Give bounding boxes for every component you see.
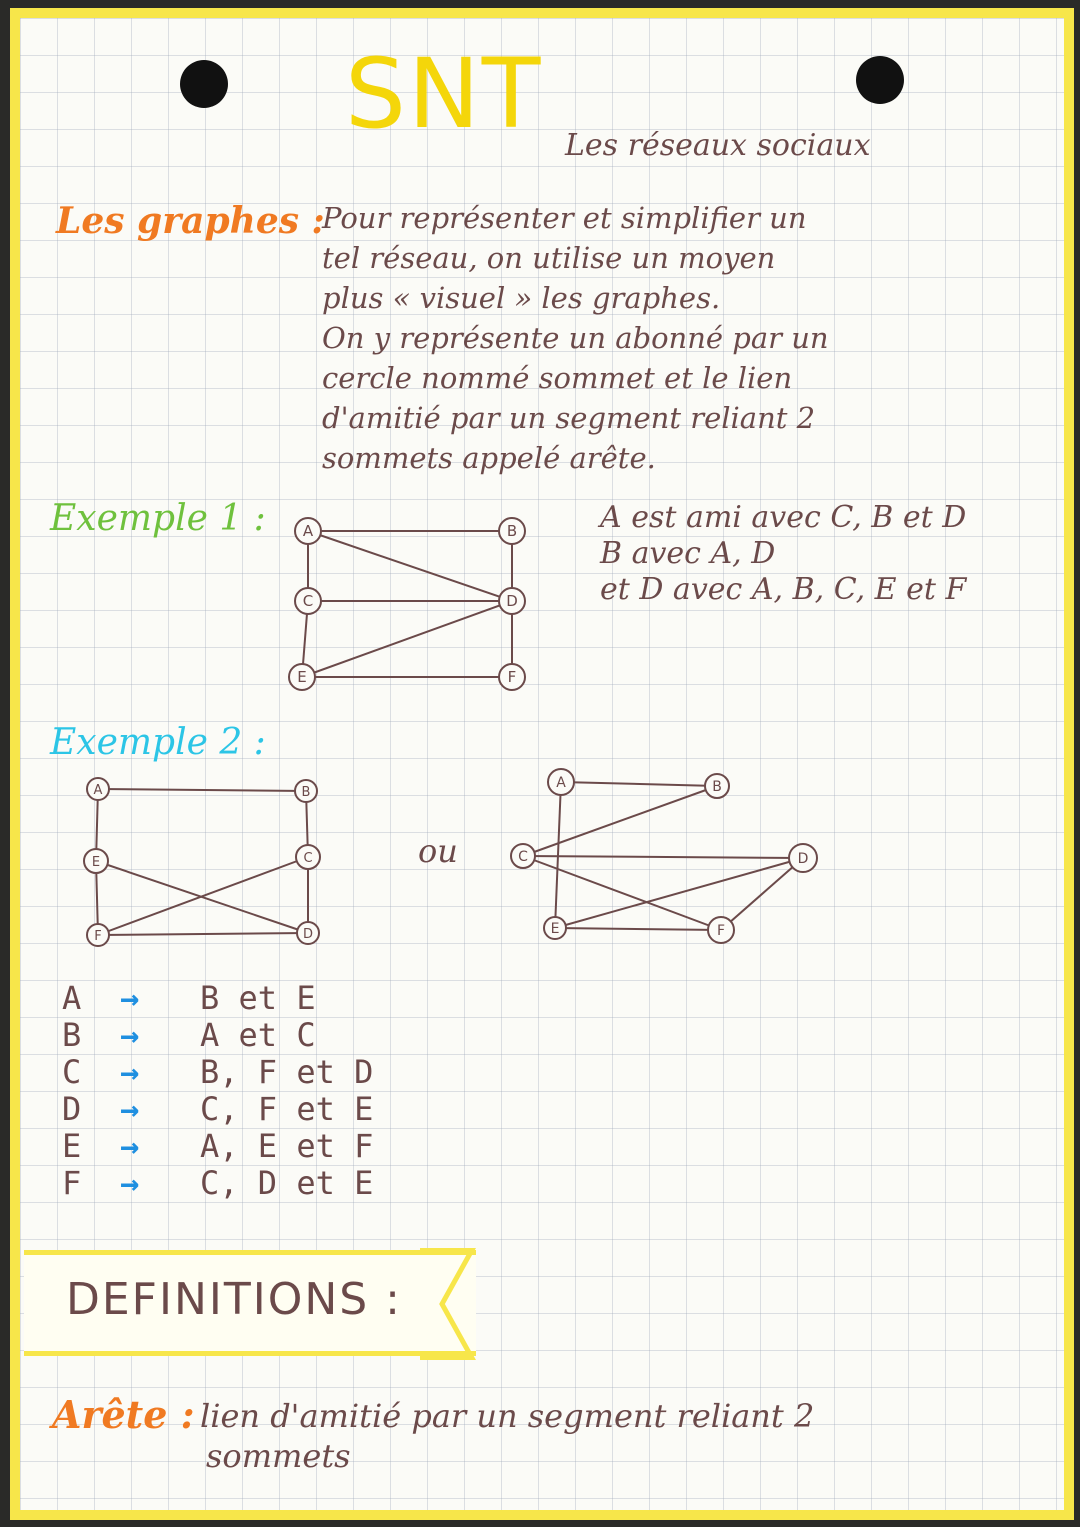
edge-C-B bbox=[523, 786, 717, 856]
intro-line: tel réseau, on utilise un moyen bbox=[322, 241, 776, 275]
node-label: C bbox=[302, 592, 314, 610]
node-label: D bbox=[797, 851, 809, 867]
node-label: E bbox=[297, 668, 307, 686]
adjacency-row bbox=[62, 1017, 373, 1054]
node-label: B bbox=[301, 785, 311, 800]
node-label: C bbox=[303, 851, 313, 866]
node-label: A bbox=[93, 783, 103, 798]
arete-term: Arête : bbox=[52, 1392, 195, 1437]
definition-line: sommets bbox=[206, 1437, 351, 1475]
intro-line: plus « visuel » les graphes. bbox=[322, 281, 721, 315]
arrow-icon: → bbox=[120, 1127, 140, 1165]
arrow-icon: → bbox=[120, 1053, 140, 1091]
node-label: E bbox=[91, 855, 101, 870]
node-label: F bbox=[94, 929, 102, 944]
graphs-intro bbox=[322, 198, 1042, 478]
definition-line: lien d'amitié par un segment reliant 2 bbox=[200, 1397, 815, 1435]
adjacency-neighbors: B, F et D bbox=[200, 1053, 374, 1091]
definitions-title: DEFINITIONS : bbox=[66, 1274, 402, 1325]
graphs-label: Les graphes : bbox=[56, 200, 325, 242]
arete-definition bbox=[200, 1396, 1030, 1476]
description-line: A est ami avec C, B et D bbox=[600, 500, 967, 535]
adjacency-list bbox=[62, 980, 373, 1202]
edge-E-D bbox=[302, 601, 512, 677]
intro-line: d'amitié par un segment reliant 2 bbox=[322, 401, 816, 435]
edge-A-B bbox=[98, 789, 306, 791]
adjacency-node: D bbox=[62, 1090, 82, 1128]
adjacency-neighbors: C, F et E bbox=[200, 1090, 374, 1128]
node-label: A bbox=[302, 522, 314, 540]
example1-label: Exemple 1 : bbox=[50, 498, 266, 539]
or-separator: ou bbox=[418, 832, 458, 870]
example1-description bbox=[600, 500, 966, 608]
banner-tail bbox=[420, 1248, 480, 1360]
example2-graph-left bbox=[70, 765, 340, 955]
adjacency-node: C bbox=[62, 1053, 82, 1091]
edge-E-D bbox=[555, 858, 803, 928]
adjacency-node: A bbox=[62, 979, 82, 1017]
adjacency-node: F bbox=[62, 1164, 82, 1202]
description-line: B avec A, D bbox=[600, 536, 776, 571]
node-label: F bbox=[716, 923, 726, 939]
node-label: B bbox=[506, 522, 518, 540]
description-line: et D avec A, B, C, E et F bbox=[600, 572, 967, 607]
node-label: C bbox=[518, 849, 528, 865]
node-label: B bbox=[712, 779, 722, 795]
adjacency-neighbors: B et E bbox=[200, 979, 316, 1017]
edge-A-D bbox=[308, 531, 512, 601]
adjacency-neighbors: C, D et E bbox=[200, 1164, 374, 1202]
arrow-icon: → bbox=[120, 1164, 140, 1202]
adjacency-neighbors: A et C bbox=[200, 1016, 316, 1054]
intro-line: cercle nommé sommet et le lien bbox=[322, 361, 793, 395]
adjacency-row bbox=[62, 980, 373, 1017]
example1-graph bbox=[280, 505, 550, 700]
edge-A-B bbox=[561, 782, 717, 786]
intro-line: On y représente un abonné par un bbox=[322, 321, 829, 355]
adjacency-node: E bbox=[62, 1127, 82, 1165]
page-subtitle: Les réseaux sociaux bbox=[565, 128, 871, 163]
adjacency-row bbox=[62, 1054, 373, 1091]
punch-hole-left bbox=[180, 60, 228, 108]
arrow-icon: → bbox=[120, 979, 140, 1017]
node-label: E bbox=[550, 921, 560, 937]
adjacency-node: B bbox=[62, 1016, 82, 1054]
punch-hole-right bbox=[856, 56, 904, 104]
edge-E-F bbox=[555, 928, 721, 930]
example2-graph-right bbox=[495, 760, 835, 950]
node-label: F bbox=[507, 668, 517, 686]
intro-line: sommets appelé arête. bbox=[322, 441, 656, 475]
arrow-icon: → bbox=[120, 1016, 140, 1054]
adjacency-row bbox=[62, 1165, 373, 1202]
adjacency-neighbors: A, E et F bbox=[200, 1127, 374, 1165]
edge-A-E bbox=[555, 782, 561, 928]
arrow-icon: → bbox=[120, 1090, 140, 1128]
intro-line: Pour représenter et simplifier un bbox=[322, 201, 807, 235]
example2-label: Exemple 2 : bbox=[50, 722, 266, 763]
edge-C-D bbox=[523, 856, 803, 858]
page-title: SNT bbox=[345, 38, 543, 150]
node-label: D bbox=[506, 592, 518, 610]
edge-F-D bbox=[98, 933, 308, 935]
adjacency-row bbox=[62, 1128, 373, 1165]
adjacency-row bbox=[62, 1091, 373, 1128]
node-label: D bbox=[302, 927, 314, 942]
node-label: A bbox=[556, 775, 566, 791]
